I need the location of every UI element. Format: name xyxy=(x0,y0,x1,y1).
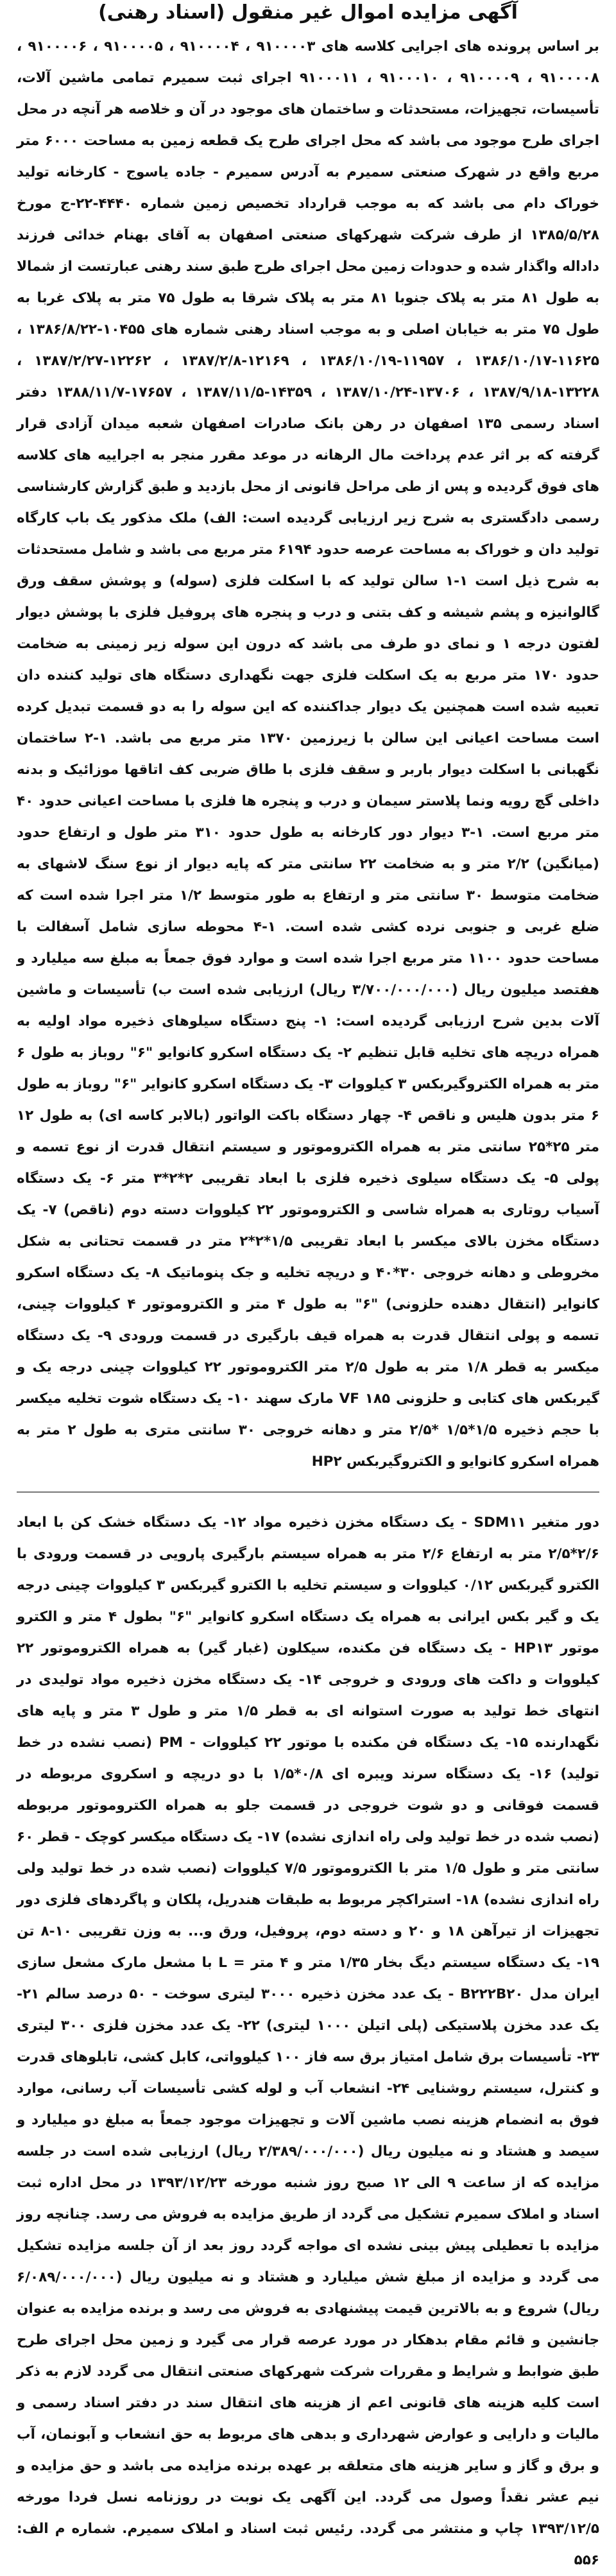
ad-number: ۵۵۶ xyxy=(574,2552,599,2568)
notice-paragraph-text: دور متغیر SDM۱۱ - یک دستگاه مخزن ذخیره مواد ۱۲- یک دستگاه خشک کن با ابعاد ۲/۶*۲/۵ متر به ارتفاع ۲/۶ متر به همراه سیستم بارگیری پارویی در قسمت ورودی با الکترو گیربکس ۰/۱۲ کیلووات و سیستم تخلیه با الکترو گیربکس ۳ کیلووات چینی درجه یک و گیر بکس ایرانی به همراه یک دستگاه اسکرو کانوایر "۶" بطول ۴ متر و الکترو موتور HP۱۳ - یک دستگاه فن مکنده، سیکلون (غبار گیر) به همراه الکتروموتور ۲۲ کیلووات و داکت های ورودی و خروجی ۱۴- یک دستگاه مخزن ذخیره مواد تولیدی در انتهای خط تولید به صورت استوانه ای به قطر ۱/۵ متر و طول ۳ متر و پایه های نگهدارنده ۱۵- یک دستگاه فن مکنده با موتور ۲۲ کیلووات - PM (نصب نشده در خط تولید) ۱۶- یک دستگاه سرند ویبره ای ۰/۸*۱/۵ با دو دریچه و اسکروی مربوطه در قسمت فوقانی و دو شوت خروجی در قسمت جلو به همراه الکتروموتور مربوطه (نصب شده در خط تولید ولی راه اندازی نشده) ۱۷- یک دستگاه میکسر کوچک - قطر ۶۰ سانتی متر و طول ۱/۵ متر با الکتروموتور ۷/۵ کیلووات (نصب شده در خط تولید ولی راه اندازی نشده) ۱۸- استراکچر مربوط به طبقات هندریل، پلکان و پاگردهای فلزی دور تجهیزات از تیرآهن ۱۸ و ۲۰ و دسته دوم، پروفیل، ورق و... به وزن تقریبی ۱۰-۸ تن ۱۹- یک دستگاه سیستم دیگ بخار ۱/۳۵ متر و ۴ متر = L با مشعل مارک مشعل سازی ایران مدل B۲۲۲B۲۰ - یک عدد مخزن ذخیره ۳۰۰۰ لیتری سوخت - ۵۰ درصد سالم ۲۱- یک عدد مخزن پلاستیکی (پلی اتیلن ۱۰۰۰ لیتری) ۲۲- یک عدد مخزن فلزی ۳۰۰ لیتری ۲۳- تأسیسات برق شامل امتیاز برق سه فاز ۱۰۰ کیلوواتی، کابل کشی، تابلوهای قدرت و کنترل، سیستم روشنایی ۲۴- انشعاب آب و لوله کشی تأسیسات آب رسانی، موارد فوق به انضمام هزینه نصب ماشین آلات و تجهیزات موجود جمعاً به مبلغ دو میلیارد و سیصد و هشتاد و نه میلیون ریال (۲/۳۸۹/۰۰۰/۰۰۰ ریال) ارزیابی شده است در جلسه مزایده که از ساعت ۹ الی ۱۲ صبح روز شنبه مورخه ۱۳۹۳/۱۲/۲۳ در محل اداره ثبت اسناد و املاک سمیرم تشکیل می گردد از طریق مزایده به فروش می رسد. چنانچه روز مزایده با تعطیلی پیش بینی نشده ای مواجه گردد روز بعد از آن جلسه مزایده تشکیل می گردد و مزایده از مبلغ شش میلیارد و هشتاد و نه میلیون ریال (۶/۰۸۹/۰۰۰/۰۰۰ ریال) شروع و به بالاترین قیمت پیشنهادی به فروش می رسد و برنده مزایده به عنوان جانشین و قائم مقام بدهکار در مورد عرصه قرار می گیرد و زمین محل اجرای طرح طبق ضوابط و شرایط و مقررات شرکت شهرکهای صنعتی انتقال می گردد لازم به ذکر است کلیه هزینه های قانونی اعم از هزینه های انتقال سند در دفتر اسناد رسمی و مالیات و دارایی و عوارض شهرداری و بدهی های مربوط به حق انشعاب و آبونمان، آب و برق و گاز و سایر هزینه های متعلقه بر عهده برنده مزایده می باشد و حق مزایده و نیم عشر نقداً وصول می گردد. این آگهی یک نوبت در روزنامه نسل فردا مورخه ۱۳۹۳/۱۲/۵ چاپ و منتشر می گردد. رئیس ثبت اسناد و املاک سمیرم. xyxy=(17,1515,600,2537)
notice-paragraph-second-column xyxy=(17,1507,599,2576)
notice-paragraph-first-column: بر اساس پرونده های اجرایی کلاسه های ۹۱۰۰۰۰۳ ، ۹۱۰۰۰۰۴ ، ۹۱۰۰۰۰۵ ، ۹۱۰۰۰۰۶ ، ۹۱۰۰۰۰۸ ، ۹۱۰۰۰۰۹ ، ۹۱۰۰۰۱۰ ، ۹۱۰۰۰۱۱ اجرای ثبت سمیرم تمامی ماشین آلات، تأسیسات، تجهیزات، مستحدثات و ساختمان های موجود در آن و خلاصه هر آنچه در محل اجرای طرح موجود می باشد که محل اجرای طرح یک قطعه زمین به مساحت ۶۰۰۰ متر مربع واقع در شهرک صنعتی سمیرم به آدرس سمیرم - جاده یاسوج - کارخانه تولید خوراک دام می باشد که به موجب قرارداد تخصیص زمین شماره ۴۴۴۰-۲۲-ج مورخ ۱۳۸۵/۵/۲۸ از طرف شرکت شهرکهای صنعتی اصفهان به آقای بهنام خدائی فرزند داداله واگذار شده و حدودات زمین محل اجرای طرح طبق سند رهنی عبارتست از شمالا به طول ۸۱ متر به پلاک جنوبا ۸۱ متر به پلاک شرقا به طول ۷۵ متر به پلاک غربا به طول ۷۵ متر به خیابان اصلی و به موجب اسناد رهنی شماره های ۱۰۴۵۵-۱۳۸۶/۸/۲۲ ، ۱۱۶۲۵-۱۳۸۶/۱۰/۱۷ ، ۱۱۹۵۷-۱۳۸۶/۱۰/۱۹ ، ۱۲۱۶۹-۱۳۸۷/۲/۸ ، ۱۲۲۶۲-۱۳۸۷/۲/۲۷ ، ۱۳۲۲۸-۱۳۸۷/۹/۱۸ ، ۱۳۷۰۶-۱۳۸۷/۱۰/۲۴ ، ۱۴۳۵۹-۱۳۸۷/۱۱/۵ ، ۱۷۶۵۷-۱۳۸۸/۱۱/۷ دفتر اسناد رسمی ۱۳۵ اصفهان در رهن بانک صادرات اصفهان شعبه میدان آزادی قرار گرفته که بر اثر عدم پرداخت مال الرهانه در موعد مقرر منجر به اجراییه های کلاسه های فوق گردیده و پس از طی مراحل قانونی از محل بازدید و طبق گزارش کارشناسی رسمی دادگستری به شرح زیر ارزیابی گردیده است: الف) ملک مذکور یک باب کارگاه تولید دان و خوراک به مساحت عرصه حدود ۶۱۹۴ متر مربع می باشد و شامل مستحدثات به شرح ذیل است ۱-۱ سالن تولید که با اسکلت فلزی (سوله) و پوشش سقف ورق گالوانیزه و پشم شیشه و کف بتنی و درب و پنجره های پروفیل فلزی با پوشش دیوار لفتون درجه ۱ و نمای دو طرف می باشد که درون این سوله زیر زمینی به ضخامت حدود ۱۷۰ متر مربع به یک اسکلت فلزی جهت نگهداری دستگاه های تولید کننده دان تعبیه شده است همچنین یک دیوار جداکننده که این سوله را به دو قسمت تبدیل کرده است مساحت اعیانی این سالن با زیرزمین ۱۳۷۰ متر مربع می باشد. ۱-۲ ساختمان نگهبانی با اسکلت دیوار باربر و سقف فلزی با طاق ضربی کف اتاقها موزائیک و بدنه داخلی گچ رویه ونما پلاستر سیمان و درب و پنجره ها فلزی با مساحت اعیانی حدود ۴۰ متر مربع است. ۱-۳ دیوار دور کارخانه به طول حدود ۳۱۰ متر طول و ارتفاع حدود (میانگین) ۲/۲ متر و به ضخامت ۲۲ سانتی متر که پایه دیوار از نوع سنگ لاشهای به ضخامت متوسط ۳۰ سانتی متر و ارتفاع به طور متوسط ۱/۲ متر اجرا شده است که ضلع غربی و جنوبی نرده کشی شده است. ۱-۴ محوطه سازی شامل آسفالت با مساحت حدود ۱۱۰۰ متر مربع اجرا شده است و موارد فوق جمعاً به مبلغ سه میلیارد و هفتصد میلیون ریال (۳/۷۰۰/۰۰۰/۰۰۰ ریال) ارزیابی شده است ب) تأسیسات و ماشین آلات بدین شرح ارزیابی گردیده است: ۱- پنج دستگاه سیلوهای ذخیره مواد اولیه به همراه دریچه های تخلیه قابل تنظیم ۲- یک دستگاه اسکرو کانوایو "۶" روباز به طول ۶ متر به همراه الکتروگیربکس ۳ کیلووات ۳- یک دستگاه اسکرو کانوایر "۶" روباز به طول ۶ متر بدون هلیس و ناقص ۴- چهار دستگاه باکت الواتور (بالابر کاسه ای) به طول ۱۲ متر ۲۵*۲۵ سانتی متر به همراه الکتروموتور و سیستم انتقال قدرت از نوع تسمه و پولی ۵- یک دستگاه سیلوی ذخیره فلزی با ابعاد تقریبی ۲*۲*۳ متر ۶- یک دستگاه آسیاب روتاری به همراه شاسی و الکتروموتور ۲۲ کیلووات دسته دوم (ناقص) ۷- یک دستگاه مخزن بالای میکسر با ابعاد تقریبی ۱/۵*۲*۲ متر در قسمت تحتانی به شکل مخروطی و دهانه خروجی ۳۰*۴۰ و دریچه تخلیه و جک پنوماتیک ۸- یک دستگاه اسکرو کانوایر (انتقال دهنده حلزونی) "۶" به طول ۴ متر و الکتروموتور ۴ کیلووات چینی، تسمه و پولی انتقال قدرت به همراه قیف بارگیری در قسمت ورودی ۹- یک دستگاه میکسر به قطر ۱/۸ متر به طول ۲/۵ متر الکتروموتور ۲۲ کیلووات چینی درجه یک و گیربکس های کتابی و حلزونی VF ۱۸۵ مارک سهند ۱۰- یک دستگاه شوت تخلیه میکسر با حجم ذخیره ۱/۵*۱/۵ *۲/۵ متر و دهانه خروجی ۳۰ سانتی متری به طول ۲ متر به همراه اسکرو کانوایو و الکتروگیربکس HP۲ xyxy=(17,39,600,1470)
notice-title: آگهی مزایده اموال غیر منقول (اسناد رهنی) xyxy=(98,1,518,24)
ad-number-label: شماره م الف: xyxy=(17,2521,116,2537)
column-divider xyxy=(17,1491,599,1493)
